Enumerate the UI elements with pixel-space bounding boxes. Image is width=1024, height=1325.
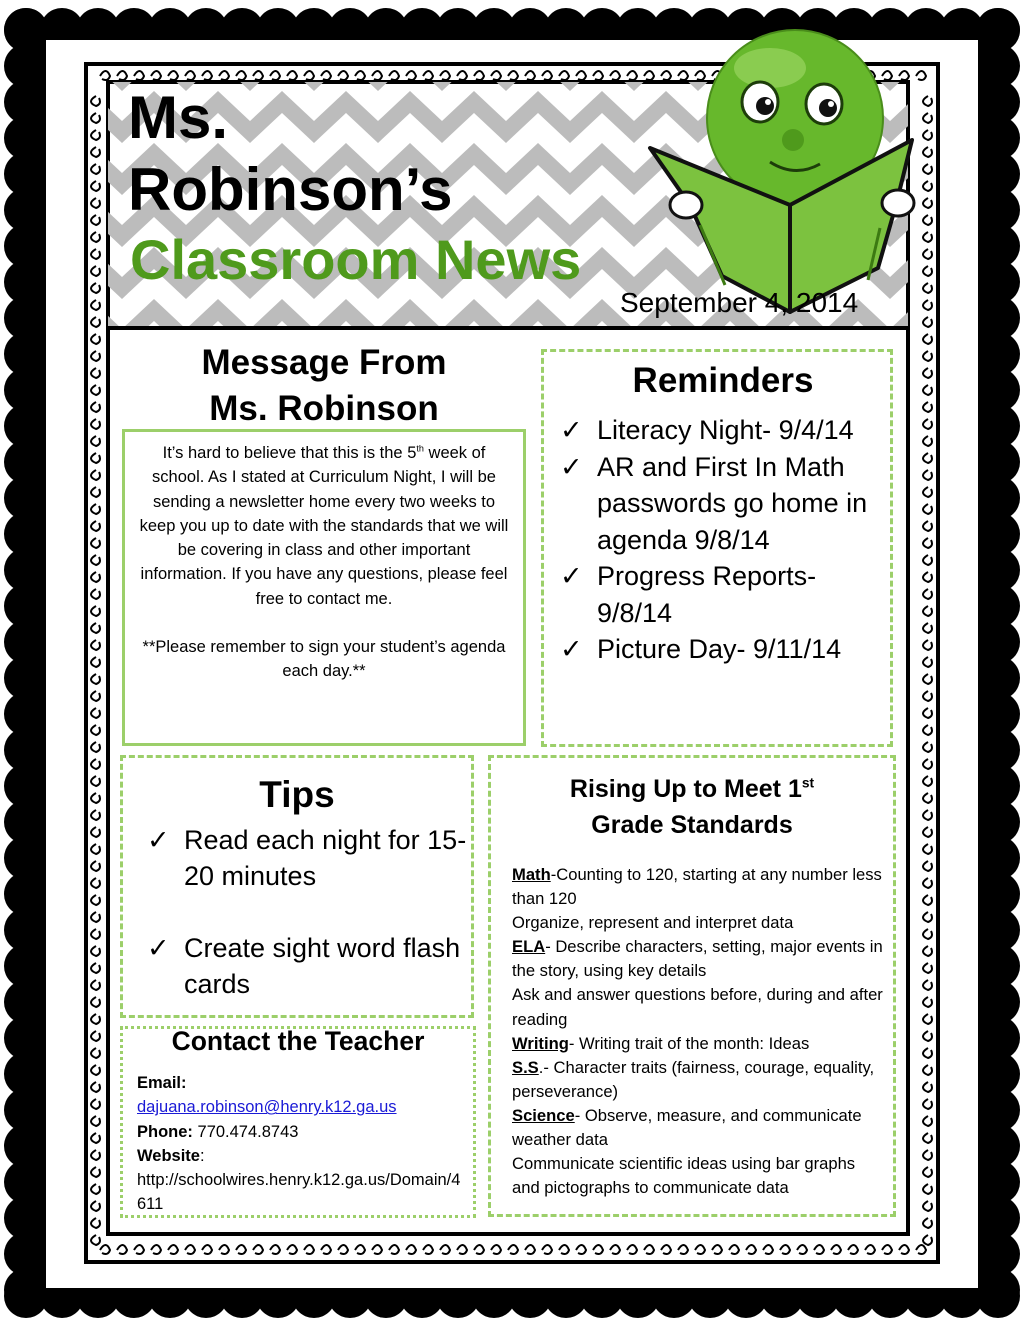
writing-label: Writing [512, 1033, 569, 1053]
standards-heading-superscript: st [801, 775, 815, 791]
newsletter-date: September 4, 2014 [620, 287, 859, 318]
title-line-1: Ms. [128, 84, 229, 151]
science-label: Science [512, 1105, 575, 1125]
science-text: - Observe, measure, and communicate weather data [512, 1105, 862, 1150]
tip-text: Create sight word flash cards [184, 933, 461, 999]
title-line-3: Classroom News [130, 228, 582, 291]
message-heading-line-1: Message From [201, 343, 447, 382]
tips-heading: Tips [259, 774, 335, 815]
reminders-heading: Reminders [632, 361, 814, 400]
check-icon: ✓ [560, 415, 583, 445]
message-heading-line-2: Ms. Robinson [209, 389, 439, 428]
reminder-item [560, 631, 890, 668]
message-paragraph-1 [138, 441, 510, 611]
message-body [138, 441, 510, 684]
ela-label: ELA [512, 937, 546, 957]
math-label: Math [512, 865, 551, 884]
ss-label: S.S [512, 1057, 539, 1077]
website-colon: : [199, 1146, 205, 1165]
standards-heading [488, 771, 896, 843]
tip-item [147, 930, 467, 1002]
reminder-text: AR and First In Math passwords go home in agenda 9/8/14 [597, 451, 868, 555]
message-heading [120, 340, 528, 432]
reminder-text: Literacy Night- 9/4/14 [597, 415, 854, 445]
math-text-2: Organize, represent and interpret data [512, 913, 794, 933]
website-url[interactable]: http://schoolwires.henry.k12.ga.us/Domain/4611 [137, 1171, 461, 1214]
website-label: Website [137, 1146, 200, 1165]
ela-text: - Describe characters, setting, major events in the story, using key details [512, 937, 883, 981]
standards-heading-text: Rising Up to Meet 1 [569, 775, 802, 803]
math-text: -Counting to 120, starting at any number less than 120 [512, 865, 882, 909]
message-text: It’s hard to believe that this is the 5 [162, 444, 417, 462]
reminder-text: Picture Day- 9/11/14 [597, 634, 842, 664]
phone-number: 770.474.8743 [197, 1122, 299, 1141]
tip-text: Read each night for 15-20 minutes [184, 825, 467, 891]
check-icon: ✓ [560, 634, 583, 664]
title-line-2: Robinson’s [128, 156, 453, 223]
writing-text: - Writing trait of the month: Ideas [568, 1033, 810, 1053]
check-icon: ✓ [147, 825, 170, 855]
science-text-2: Communicate scientific ideas using bar graphs and pictographs to communicate data [512, 1154, 856, 1198]
message-superscript: th [416, 443, 424, 454]
reminder-item [560, 449, 890, 559]
message-text-rest: week of school. As I stated at Curriculum Night, I will be sending a newsletter home every two weeks to keep you up to date with the standards that we will be covering in class and other important information. If you have any questions, please feel free to contact me. [139, 444, 509, 608]
phone-label: Phone: [137, 1122, 193, 1141]
message-paragraph-2: **Please remember to sign your student’s agenda each day.** [142, 638, 506, 681]
tips-list [147, 822, 467, 1038]
reminder-text: Progress Reports- 9/8/14 [597, 561, 817, 628]
check-icon: ✓ [147, 933, 170, 963]
check-icon: ✓ [560, 561, 583, 591]
message-spacer [138, 611, 510, 635]
ss-text: .- Character traits (fairness, courage, equality, perseverance) [512, 1057, 875, 1101]
ela-text-2: Ask and answer questions before, during and after reading [512, 985, 883, 1029]
contact-heading: Contact the Teacher [171, 1026, 425, 1056]
reminders-list [560, 412, 890, 668]
standards-body [512, 863, 886, 1200]
check-icon: ✓ [560, 451, 583, 482]
standards-heading-line-2: Grade Standards [591, 811, 793, 839]
email-label: Email: [137, 1074, 187, 1092]
reminder-item [560, 558, 890, 631]
tip-item [147, 822, 467, 894]
contact-body [137, 1071, 465, 1217]
email-link[interactable]: dajuana.robinson@henry.k12.ga.us [137, 1098, 397, 1117]
reminder-item [560, 412, 890, 449]
